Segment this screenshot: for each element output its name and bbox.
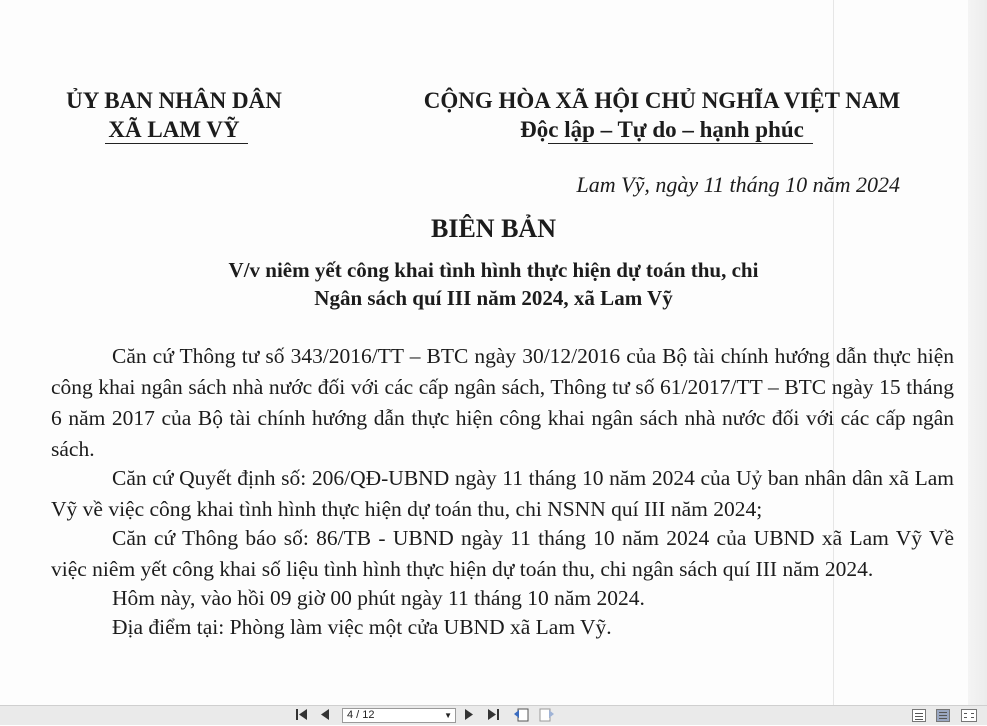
document-subject [0, 256, 987, 312]
subject-line-2: Ngân sách quí III năm 2024, xã Lam Vỹ [314, 286, 673, 310]
subject-line-1: V/v niêm yết công khai tình hình thực hiện dự toán thu, chi [228, 258, 759, 282]
document-body [51, 341, 954, 643]
go-back-icon[interactable] [512, 708, 530, 723]
issuing-authority [58, 86, 290, 144]
motto-underline [548, 143, 813, 144]
page-scan-edge [968, 0, 987, 705]
continuous-view-icon[interactable] [936, 709, 950, 722]
page-number-select[interactable] [342, 708, 456, 723]
commune-name: XÃ LAM VỸ [108, 117, 240, 142]
document-title: BIÊN BẢN [431, 214, 556, 243]
single-page-view-icon[interactable] [912, 709, 926, 722]
authority-underline [105, 143, 248, 144]
pdf-viewer-toolbar [0, 705, 987, 725]
national-header [404, 86, 920, 144]
body-paragraph: Địa điểm tại: Phòng làm việc một cửa UBND xã Lam Vỹ. [112, 615, 612, 639]
previous-page-icon[interactable] [318, 708, 332, 723]
document-date: Lam Vỹ, ngày 11 tháng 10 năm 2024 [576, 172, 900, 197]
last-page-icon[interactable] [485, 708, 501, 723]
national-motto: Độc lập – Tự do – hạnh phúc [520, 117, 804, 142]
next-page-icon[interactable] [462, 708, 476, 723]
national-title: CỘNG HÒA XÃ HỘI CHỦ NGHĨA VIỆT NAM [423, 88, 901, 113]
go-forward-icon[interactable] [538, 708, 556, 723]
body-paragraph: Căn cứ Thông tư số 343/2016/TT – BTC ngày 30/12/2016 của Bộ tài chính hướng dẫn thực hiện công khai ngân sách nhà nước đối với các cấp ngân sách, Thông tư số 61/2017/TT – BTC ngày 15 tháng 6 năm 2017 của Bộ tài chính hướng dẫn thực hiện công khai ngân sách nhà nước đối với các cấp ngân sách. [51, 344, 954, 461]
body-paragraph: Hôm này, vào hồi 09 giờ 00 phút ngày 11 tháng 10 năm 2024. [112, 586, 645, 610]
page-number-value: 4 / 12 [347, 709, 375, 721]
body-paragraph: Căn cứ Quyết định số: 206/QĐ-UBND ngày 11 tháng 10 năm 2024 của Uỷ ban nhân dân xã Lam Vỹ về việc công khai tình hình thực hiện dự toán thu, chi NSNN quí III năm 2024; [51, 466, 954, 521]
facing-pages-view-icon[interactable] [961, 709, 977, 722]
first-page-icon[interactable] [294, 708, 310, 723]
chevron-down-icon: ▼ [444, 711, 452, 720]
body-paragraph: Căn cứ Thông báo số: 86/TB - UBND ngày 11 tháng 10 năm 2024 của UBND xã Lam Vỹ Về việc niêm yết công khai số liệu tình hình thực hiện dự toán thu, chi ngân sách quí III năm 2024. [51, 526, 954, 581]
authority-name: ỦY BAN NHÂN DÂN [66, 88, 282, 113]
